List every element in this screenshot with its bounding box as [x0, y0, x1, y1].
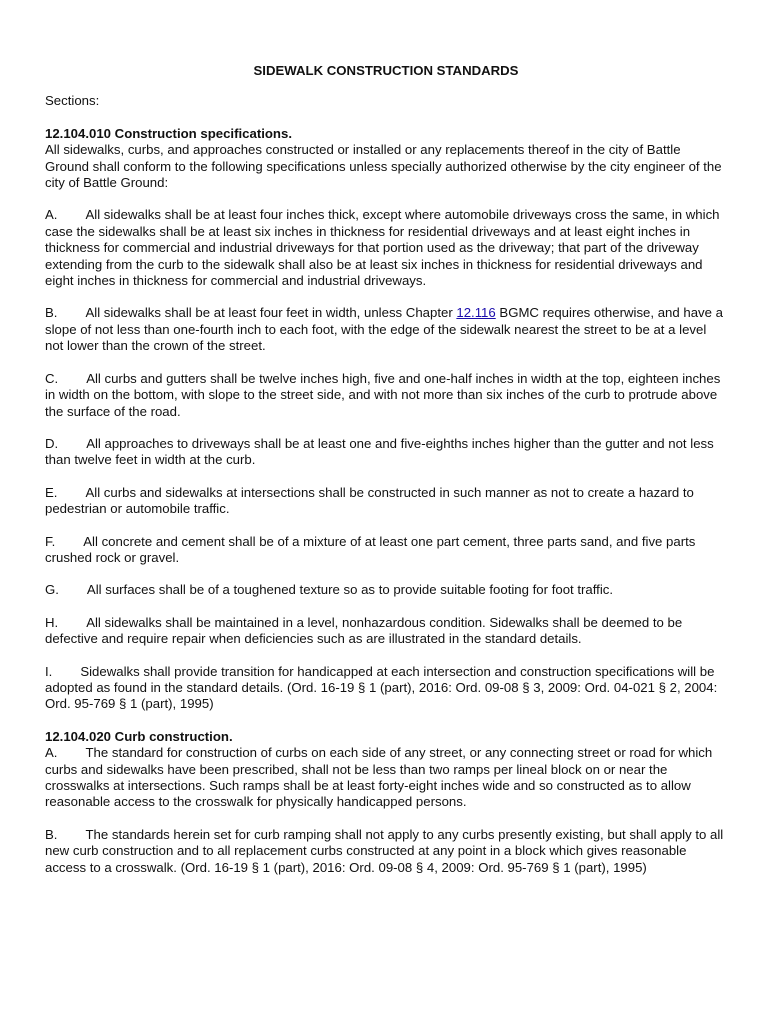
list-item-b	[45, 827, 727, 876]
list-item-f	[45, 534, 727, 567]
item-marker: A.	[45, 745, 58, 761]
list-item-g	[45, 582, 727, 598]
item-text: The standards herein set for curb ramping shall not apply to any curbs presently existing, but shall apply to all new curb construction and to all replacement curbs constructed at any point in a block which gives reasonable access to a crosswalk. (Ord. 16-19 § 1 (part), 2016: Ord. 09-08 § 4, 2009: Ord. 95-769 § 1 (part), 1995)	[45, 826, 724, 875]
list-item-c	[45, 371, 727, 420]
list-item-e	[45, 485, 727, 518]
item-marker: I.	[45, 663, 53, 679]
list-item-i	[45, 664, 727, 713]
item-text: All surfaces shall be of a toughened texture so as to provide suitable footing for foot traffic.	[86, 582, 614, 598]
item-text: Sidewalks shall provide transition for handicapped at each intersection and construction specifications will be adopted as found in the standard details. (Ord. 16-19 § 1 (part), 2016: Ord. 09-08 § 3, 2009: Ord. 04-021 § 2, 2004: Ord. 95-769 § 1 (part), 1995)	[45, 663, 718, 712]
list-item-d	[45, 436, 727, 469]
list-item-b	[45, 305, 727, 354]
item-text-after-link: BGMC requires otherwise, and have a slope of not less than one-fourth inch to each foot, with the edge of the sidewalk nearest the street to be at a level not lower than the crown of the street.	[45, 305, 723, 354]
section-12-104-020	[45, 729, 727, 876]
section-12-104-010	[45, 126, 727, 713]
item-text: All concrete and cement shall be of a mixture of at least one part cement, three parts sand, and five parts crushed rock or gravel.	[45, 533, 696, 565]
item-text: All approaches to driveways shall be at least one and five-eighths inches higher than the gutter and not less than twelve feet in width at the curb.	[45, 435, 714, 468]
list-item-h	[45, 615, 727, 648]
document-title: SIDEWALK CONSTRUCTION STANDARDS	[253, 63, 519, 78]
item-text: All curbs and gutters shall be twelve inches high, five and one-half inches in width at the top, eighteen inches in width on the bottom, with slope to the street side, and with not more than six inches of the curb to protrude above the surface of the road.	[45, 370, 721, 419]
list-item-a	[45, 207, 727, 289]
item-text: The standard for construction of curbs on each side of any street, or any connecting street or road for which curbs and sidewalks have been prescribed, shall not be less than two ramps per lineal block on or near the crosswalks at intersections. Such ramps shall be at least forty-eight inches wide and so constructed as to allow reasonable access to the crosswalk for physically handicapped persons.	[45, 745, 713, 810]
list-item-a	[45, 745, 727, 811]
document-page	[45, 63, 727, 892]
item-marker: E.	[45, 484, 58, 500]
item-marker: B.	[45, 826, 58, 842]
item-text: All sidewalks shall be at least four inches thick, except where automobile driveways cross the same, in which case the sidewalks shall be at least six inches in thickness for residential driveways and at least eight inches in thickness for commercial and industrial driveways for that portion used as the driveway; that part of the driveway extending from the curb to the sidewalk shall also be at least six inches in thickness for residential driveways and eight inches in thickness for commercial and industrial driveways.	[45, 207, 720, 289]
item-marker: H.	[45, 614, 59, 630]
sections-label: Sections:	[45, 93, 100, 109]
item-marker: G.	[45, 582, 59, 598]
item-text: All sidewalks shall be maintained in a level, nonhazardous condition. Sidewalks shall be deemed to be defective and require repair when deficiencies such as are illustrated in the standard details.	[45, 614, 683, 647]
chapter-link[interactable]: 12.116	[456, 305, 496, 321]
item-marker: A.	[45, 207, 58, 223]
item-text-before-link: All sidewalks shall be at least four feet in width, unless Chapter	[85, 305, 457, 321]
item-marker: B.	[45, 305, 58, 321]
item-marker: F.	[45, 533, 56, 549]
item-marker: C.	[45, 370, 59, 386]
item-text: All curbs and sidewalks at intersections shall be constructed in such manner as not to create a hazard to pedestrian or automobile traffic.	[45, 484, 694, 517]
section-heading: 12.104.010 Construction specifications.	[45, 125, 292, 141]
section-heading: 12.104.020 Curb construction.	[45, 728, 233, 744]
section-intro: All sidewalks, curbs, and approaches constructed or installed or any replacements thereof in the city of Battle Ground shall conform to the following specifications unless specially authorized otherwise by the city engineer of the city of Battle Ground:	[45, 142, 722, 191]
item-marker: D.	[45, 435, 59, 451]
